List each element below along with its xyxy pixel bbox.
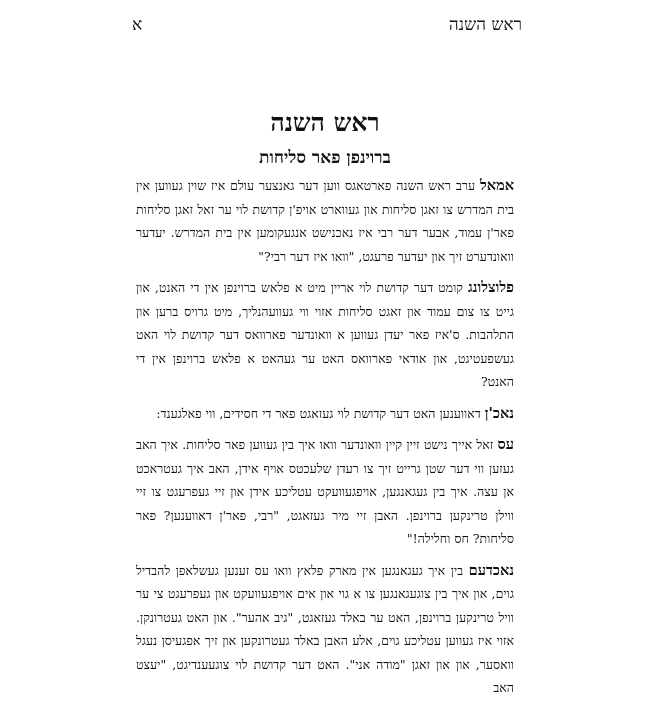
- running-head-title: ראש השנה: [448, 15, 522, 35]
- paragraph-lead-word: אמאל: [480, 177, 514, 194]
- paragraph: [136, 174, 514, 268]
- running-head: [0, 12, 650, 38]
- paragraph-text: קומט דער קדושת לוי אריין מיט א פלאש ברוינפן אין די האנט, און גייט צו צום עמוד און זאגט סליחות אזוי ווי געוועהנליך, מיט גרויס ברען און התלהבות. ס'איז פאר יעדן געווען א וואונדער פארוואס דער קדושת לוי האט געשפעטיגט, און אודאי פארוואס האט ער געהאט א פלאש ברוינפן אין די האנט?: [136, 280, 514, 389]
- paragraph-lead-word: עס: [497, 436, 514, 453]
- paragraph-lead-word: נאכדעם: [468, 561, 514, 579]
- paragraph: [136, 276, 514, 394]
- body-text: [136, 174, 514, 708]
- paragraph-lead-word: נאכ'ן: [484, 404, 514, 422]
- paragraph-text: דאווענען האט דער קדושת לוי געזאגט פאר די חסידים, ווי פאלגענד:: [156, 405, 485, 421]
- paragraph: [136, 402, 514, 426]
- page-number: א: [132, 15, 143, 35]
- chapter-title: ראש השנה: [270, 108, 380, 137]
- paragraph-text: זאל אייך נישט זיין קיין וואונדער וואו איך בין געווען פאר סליחות. איך האב געזען ווי דער שטן גרייט זיך צו רעדן שלעכטס אויף אידן, האב איך געטראכט אן עצה. איך בין געגאנגען, אויפגעוועקט עטליכע אידן און זיי געפרעגט צו זיי ווילן טרינקען ברוינפן. האבן זיי מיר געזאגט, "רבי, פאר'ן דאווענען? פאר סליחות? חס וחלילה!": [136, 437, 514, 546]
- paragraph-text: בין איך געגאנגען אין מארק פלאץ וואו עס זענען געשלאפן להבדיל גוים, און איך בין צוגעגאנגען צו א גוי און אים אויפגעוועקט און געפרעגט צי ער וויל טרינקען ברוינפן, האט ער באלד געזאגט, "גיב אהער". און האט געטרונקן. אזוי איז געווען עטליכע גוים, אלע האבן באלד געטרונקען און זיך אפגעיסן נעגל וואסער, און און זאגן "מודה אני". האט דער קדושת לוי צוגעענדיגט, "יעצט האב: [136, 562, 514, 695]
- paragraph-lead-word: פלוצלונג: [468, 279, 514, 296]
- section-subtitle: ברוינפן פאר סליחות: [259, 148, 391, 168]
- paragraph: [136, 559, 514, 700]
- paragraph: [136, 433, 514, 551]
- paragraph-text: ערב ראש השנה פארטאגס ווען דער גאנצער עולם איז שוין געווען אין בית המדרש צו זאגן סליחות און געווארט אויפ'ן קדושת לוי ער זאל זאגן סליחות פאר'ן עמוד, אבער דער רבי איז נאכנישט אנגעקומען אין בית המדרש. יעדער וואונדערט זיך און יעדער פרעגט, "וואו איז דער רבי?": [136, 178, 514, 264]
